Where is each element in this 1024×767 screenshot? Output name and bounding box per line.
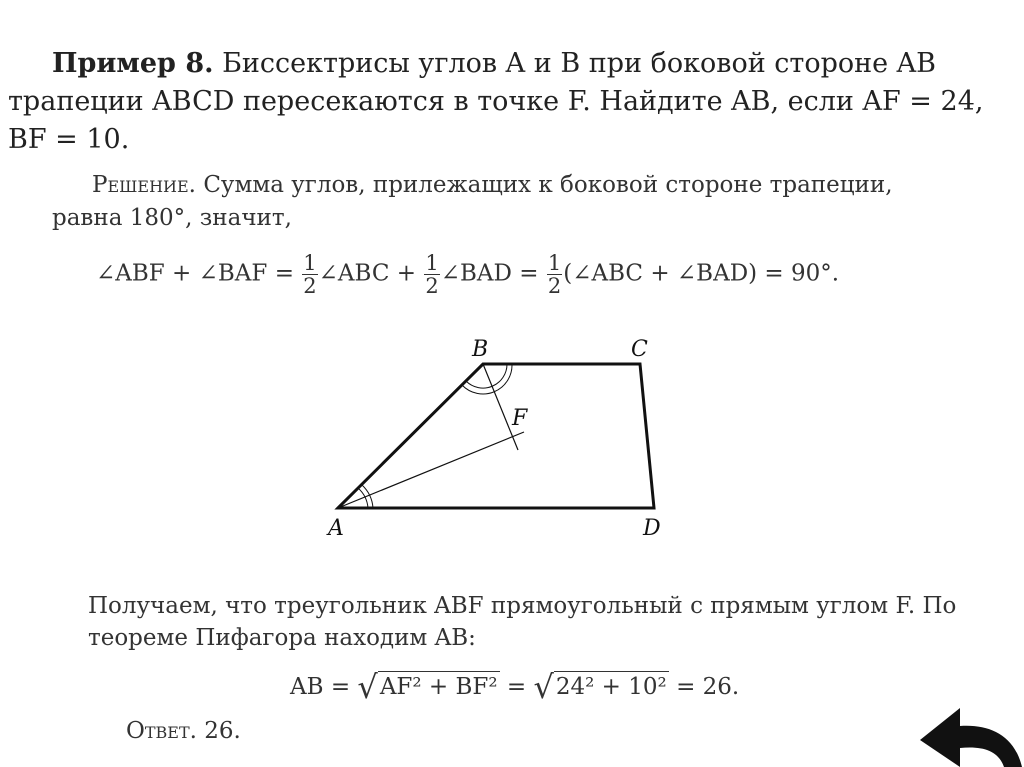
answer-label: Ответ.	[126, 718, 197, 744]
formula-part-4: (∠ABC + ∠BAD) = 90°.	[563, 260, 840, 287]
formula-part-2: ∠ABC +	[318, 260, 417, 287]
formula-lhs: AB =	[290, 674, 351, 700]
vertex-label-a: A	[328, 516, 344, 541]
conclusion-text-1: Получаем, что треугольник ABF прямоугольный с прямым углом F. По	[88, 593, 957, 619]
sqrt-2: √24² + 10²	[533, 668, 667, 706]
fraction-half-3: $\frac{1}{2}$	[547, 251, 562, 298]
solution-text-2: равна 180°, значит,	[52, 205, 292, 231]
formula-part-1: ∠ABF + ∠BAF =	[96, 260, 294, 287]
trapezoid-abcd	[338, 364, 654, 508]
radicand-2: 24² + 10²	[554, 671, 669, 700]
formula-result: = 26.	[676, 674, 740, 700]
solution-label: Решение.	[92, 172, 196, 198]
problem-label: Пример 8.	[52, 48, 214, 79]
problem-text-1: Биссектрисы углов A и B при боковой стороне AB	[222, 48, 937, 79]
point-label-f: F	[512, 406, 528, 431]
radicand-1: AF² + BF²	[378, 671, 500, 700]
problem-text-3: BF = 10.	[8, 124, 130, 155]
solution-text-1: Сумма углов, прилежащих к боковой стороне трапеции,	[203, 172, 893, 198]
sqrt-1: √AF² + BF²	[357, 668, 498, 706]
formula-part-3: ∠BAD =	[440, 260, 539, 287]
conclusion-text-2: теореме Пифагора находим AB:	[88, 625, 476, 651]
back-arrow-icon[interactable]	[918, 700, 1024, 767]
fraction-half-1: $\frac{1}{2}$	[303, 251, 317, 298]
fraction-half-2: $\frac{1}{2}$	[425, 251, 439, 298]
answer-line	[126, 718, 241, 744]
problem-text-2: трапеции ABCD пересекаются в точке F. Найдите AB, если AF = 24,	[8, 86, 984, 117]
answer-value: 26.	[204, 718, 241, 744]
vertex-label-b: B	[472, 337, 489, 362]
pythagoras-formula	[290, 668, 739, 706]
conclusion-line-1	[88, 593, 956, 619]
conclusion-line-2	[88, 625, 476, 651]
vertex-label-d: D	[643, 516, 661, 541]
bisector-af	[338, 432, 524, 508]
formula-eq: =	[506, 674, 527, 700]
vertex-label-c: C	[631, 337, 648, 362]
